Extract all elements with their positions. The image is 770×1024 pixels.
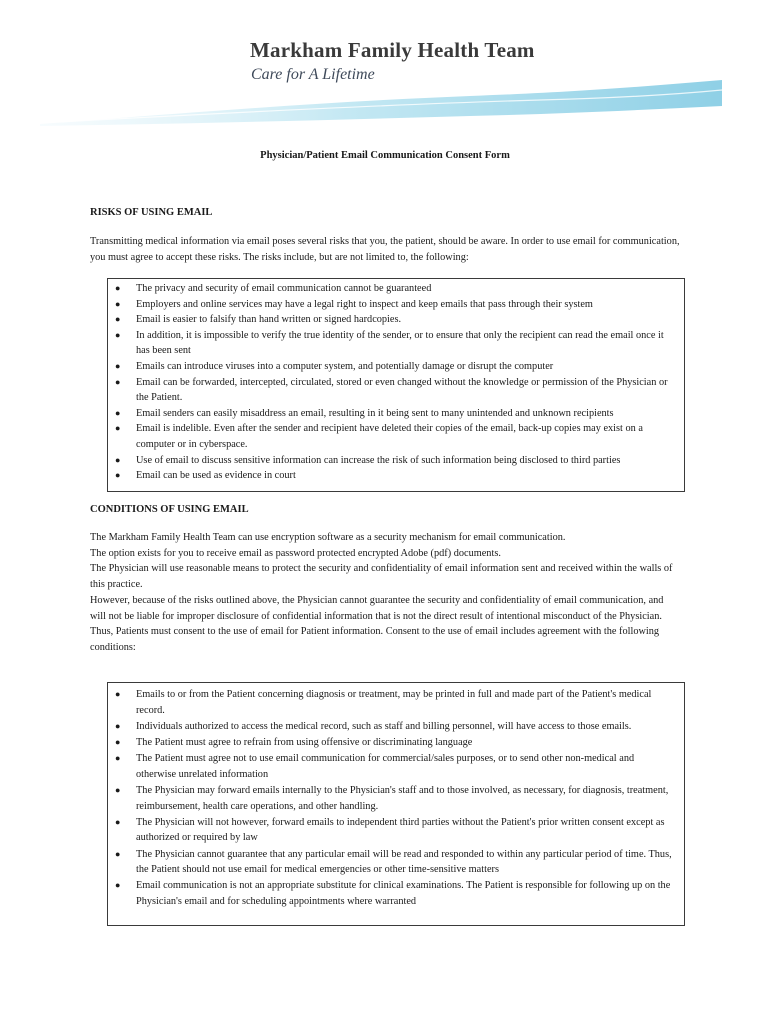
- list-item: ● Email senders can easily misaddress an email, resulting in it being sent to many unintended and unknown recipients: [108, 406, 676, 422]
- bullet-icon: ●: [115, 423, 121, 434]
- list-item: ● In addition, it is impossible to verify the true identity of the sender, or to ensure that only the recipient can read the email once it has been sent: [115, 329, 664, 357]
- list-item: ● Email communication is not an appropriate substitute for clinical examinations. The Patient is responsible for following up on the Physician's email and for scheduling appointments where warranted: [115, 880, 671, 907]
- conditions-paragraph: However, because of the risks outlined above, the Physician cannot guarantee the security and confidentiality of email communication, and will not be liable for improper disclosure of confidential information that is not the direct result of intentional misconduct of the Physician. Thus, Patients must consent to the use of email for Patient information. Consent to the use of email includes agreement with the following conditions:: [90, 595, 664, 653]
- wave-logo-graphic: [0, 0, 770, 140]
- risks-intro: Transmitting medical information via email poses several risks that you, the patient, should be aware. In order to use email for communication, you must agree to accept these risks. The risks include, but are not limited to, the following:: [90, 236, 680, 263]
- conditions-list: [108, 687, 676, 909]
- list-item: ● Email is easier to falsify than hand written or signed hardcopies.: [108, 312, 676, 328]
- list-item: ● The Patient must agree not to use email communication for commercial/sales purposes, or to send other non-medical and otherwise unrelated information: [115, 753, 635, 780]
- conditions-paragraph: The Physician will use reasonable means to protect the security and confidentiality of email information sent and received within the walls of this practice.: [90, 563, 673, 590]
- list-item: ● Email can be used as evidence in court: [108, 468, 676, 484]
- bullet-icon: ●: [115, 689, 121, 699]
- bullet-icon: ●: [115, 720, 121, 731]
- conditions-paragraph: The option exists for you to receive email as password protected encrypted Adobe (pdf) documents.: [90, 548, 501, 559]
- bullet-icon: ●: [115, 314, 121, 325]
- conditions-heading: CONDITIONS OF USING EMAIL: [90, 504, 249, 515]
- bullet-icon: ●: [115, 470, 121, 481]
- list-item: ● The Physician will not however, forward emails to independent third parties without the Patient's prior written consent except as authorized or required by law: [115, 816, 665, 844]
- bullet-icon: ●: [115, 283, 121, 293]
- organization-name: Markham Family Health Team: [250, 38, 535, 62]
- letterhead: [0, 0, 770, 140]
- list-item: ● The privacy and security of email communication cannot be guaranteed: [108, 281, 676, 297]
- list-item: ● Employers and online services may have a legal right to inspect and keep emails that pass through their system: [108, 297, 676, 313]
- list-item: ● Email can be forwarded, intercepted, circulated, stored or even changed without the knowledge or permission of the Physician or the Patient.: [115, 376, 668, 404]
- bullet-icon: ●: [115, 407, 121, 418]
- bullet-icon: ●: [115, 753, 121, 764]
- organization-tagline: Care for A Lifetime: [251, 66, 375, 83]
- list-item: ● The Physician cannot guarantee that any particular email will be read and responded to within any particular period of time. Thus, the Patient should not use email for medical emergencies or other time-sensitive matters: [115, 848, 672, 876]
- bullet-icon: ●: [115, 784, 121, 795]
- bullet-icon: ●: [115, 736, 121, 747]
- bullet-icon: ●: [115, 848, 121, 859]
- conditions-paragraph: The Markham Family Health Team can use encryption software as a security mechanism for email communication.: [90, 532, 566, 543]
- list-item: ● The Patient must agree to refrain from using offensive or discriminating language: [108, 735, 676, 751]
- list-item: ● Emails can introduce viruses into a computer system, and potentially damage or disrupt the computer: [108, 359, 676, 375]
- bullet-icon: ●: [115, 816, 121, 827]
- list-item: ● The Physician may forward emails internally to the Physician's staff and to those involved, as necessary, for diagnosis, treatment, reimbursement, health care operations, and other handling.: [115, 784, 669, 812]
- risks-heading: RISKS OF USING EMAIL: [90, 207, 213, 218]
- list-item: ● Email is indelible. Even after the sender and recipient have deleted their copies of the email, back-up copies may exist on a computer or in cyberspace.: [115, 423, 643, 450]
- bullet-icon: ●: [115, 298, 121, 309]
- conditions-list-box: [107, 682, 685, 926]
- list-item: ● Emails to or from the Patient concerning diagnosis or treatment, may be printed in full and made part of the Patient's medical record.: [115, 689, 652, 716]
- bullet-icon: ●: [115, 329, 121, 340]
- bullet-icon: ●: [115, 880, 121, 891]
- bullet-icon: ●: [115, 360, 121, 371]
- bullet-icon: ●: [115, 454, 121, 465]
- bullet-icon: ●: [115, 376, 121, 387]
- list-item: ● Individuals authorized to access the medical record, such as staff and billing personnel, will have access to those emails.: [108, 719, 676, 735]
- risks-list-box: [107, 278, 685, 492]
- form-title: Physician/Patient Email Communication Consent Form: [260, 150, 510, 161]
- risks-list: [108, 281, 676, 484]
- list-item: ● Use of email to discuss sensitive information can increase the risk of such information being disclosed to third parties: [108, 453, 676, 469]
